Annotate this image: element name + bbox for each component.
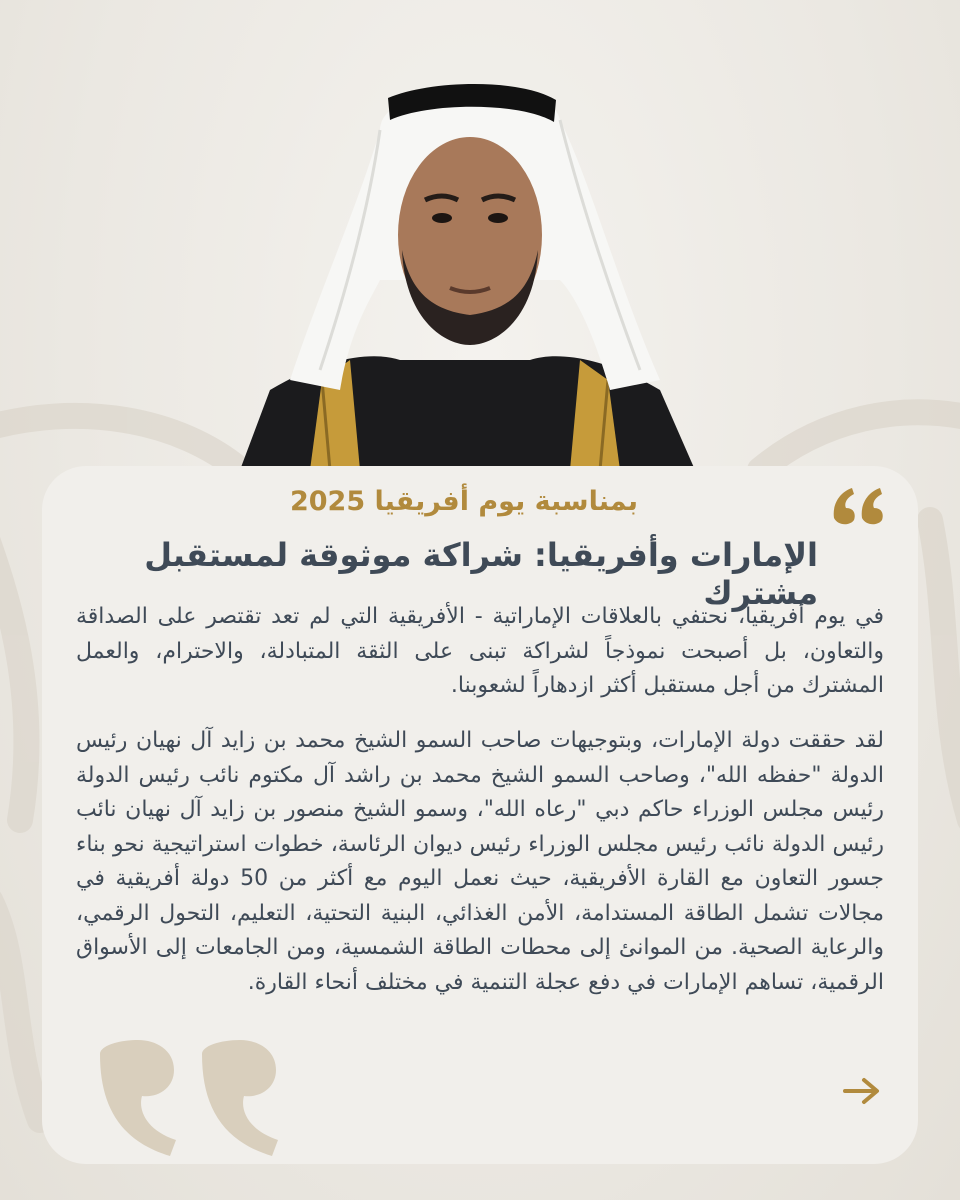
portrait-image: [230, 60, 700, 470]
paragraph-body: لقد حققت دولة الإمارات، وبتوجيهات صاحب السمو الشيخ محمد بن زايد آل نهيان رئيس الدولة "حفظه الله"، وصاحب السمو الشيخ محمد بن راشد آل مكتوم نائب رئيس الدولة رئيس مجلس الوزراء حاكم دبي "رعاه الله"، وسمو الشيخ منصور بن زايد آل نهيان نائب رئيس الدولة نائب رئيس مجلس الوزراء رئيس ديوان الرئاسة، خطوات استراتيجية نحو بناء جسور التعاون مع القارة الأفريقية، حيث نعمل اليوم مع أكثر من 50 دولة أفريقية في مجالات تشمل الطاقة المستدامة، الأمن الغذائي، البنية التحتية، التعليم، التحول الرقمي، والرعاية الصحية. من الموانئ إلى محطات الطاقة الشمسية، ومن الجامعات إلى الأسواق الرقمية، تساهم الإمارات في دفع عجلة التنمية في مختلف أنحاء القارة.: [76, 728, 884, 995]
paragraph-intro: في يوم أفريقيا، نحتفي بالعلاقات الإماراتية - الأفريقية التي لم تعد تقتصر على الصداقة والتعاون، بل أصبحت نموذجاً لشراكة تبنى على الثقة المتبادلة، والاحترام، والعمل المشترك من أجل مستقبل أكثر ازدهاراً لشعوبنا.: [76, 604, 884, 698]
large-quote-icon: [90, 1036, 300, 1166]
arrow-right-icon[interactable]: [842, 1076, 882, 1106]
quote-mark-icon: [826, 474, 886, 534]
occasion-heading: بمناسبة يوم أفريقيا 2025: [289, 486, 638, 517]
statement-title: الإمارات وأفريقيا: شراكة موثوقة لمستقبل مشترك: [144, 536, 818, 612]
statement-card: [42, 466, 918, 1164]
